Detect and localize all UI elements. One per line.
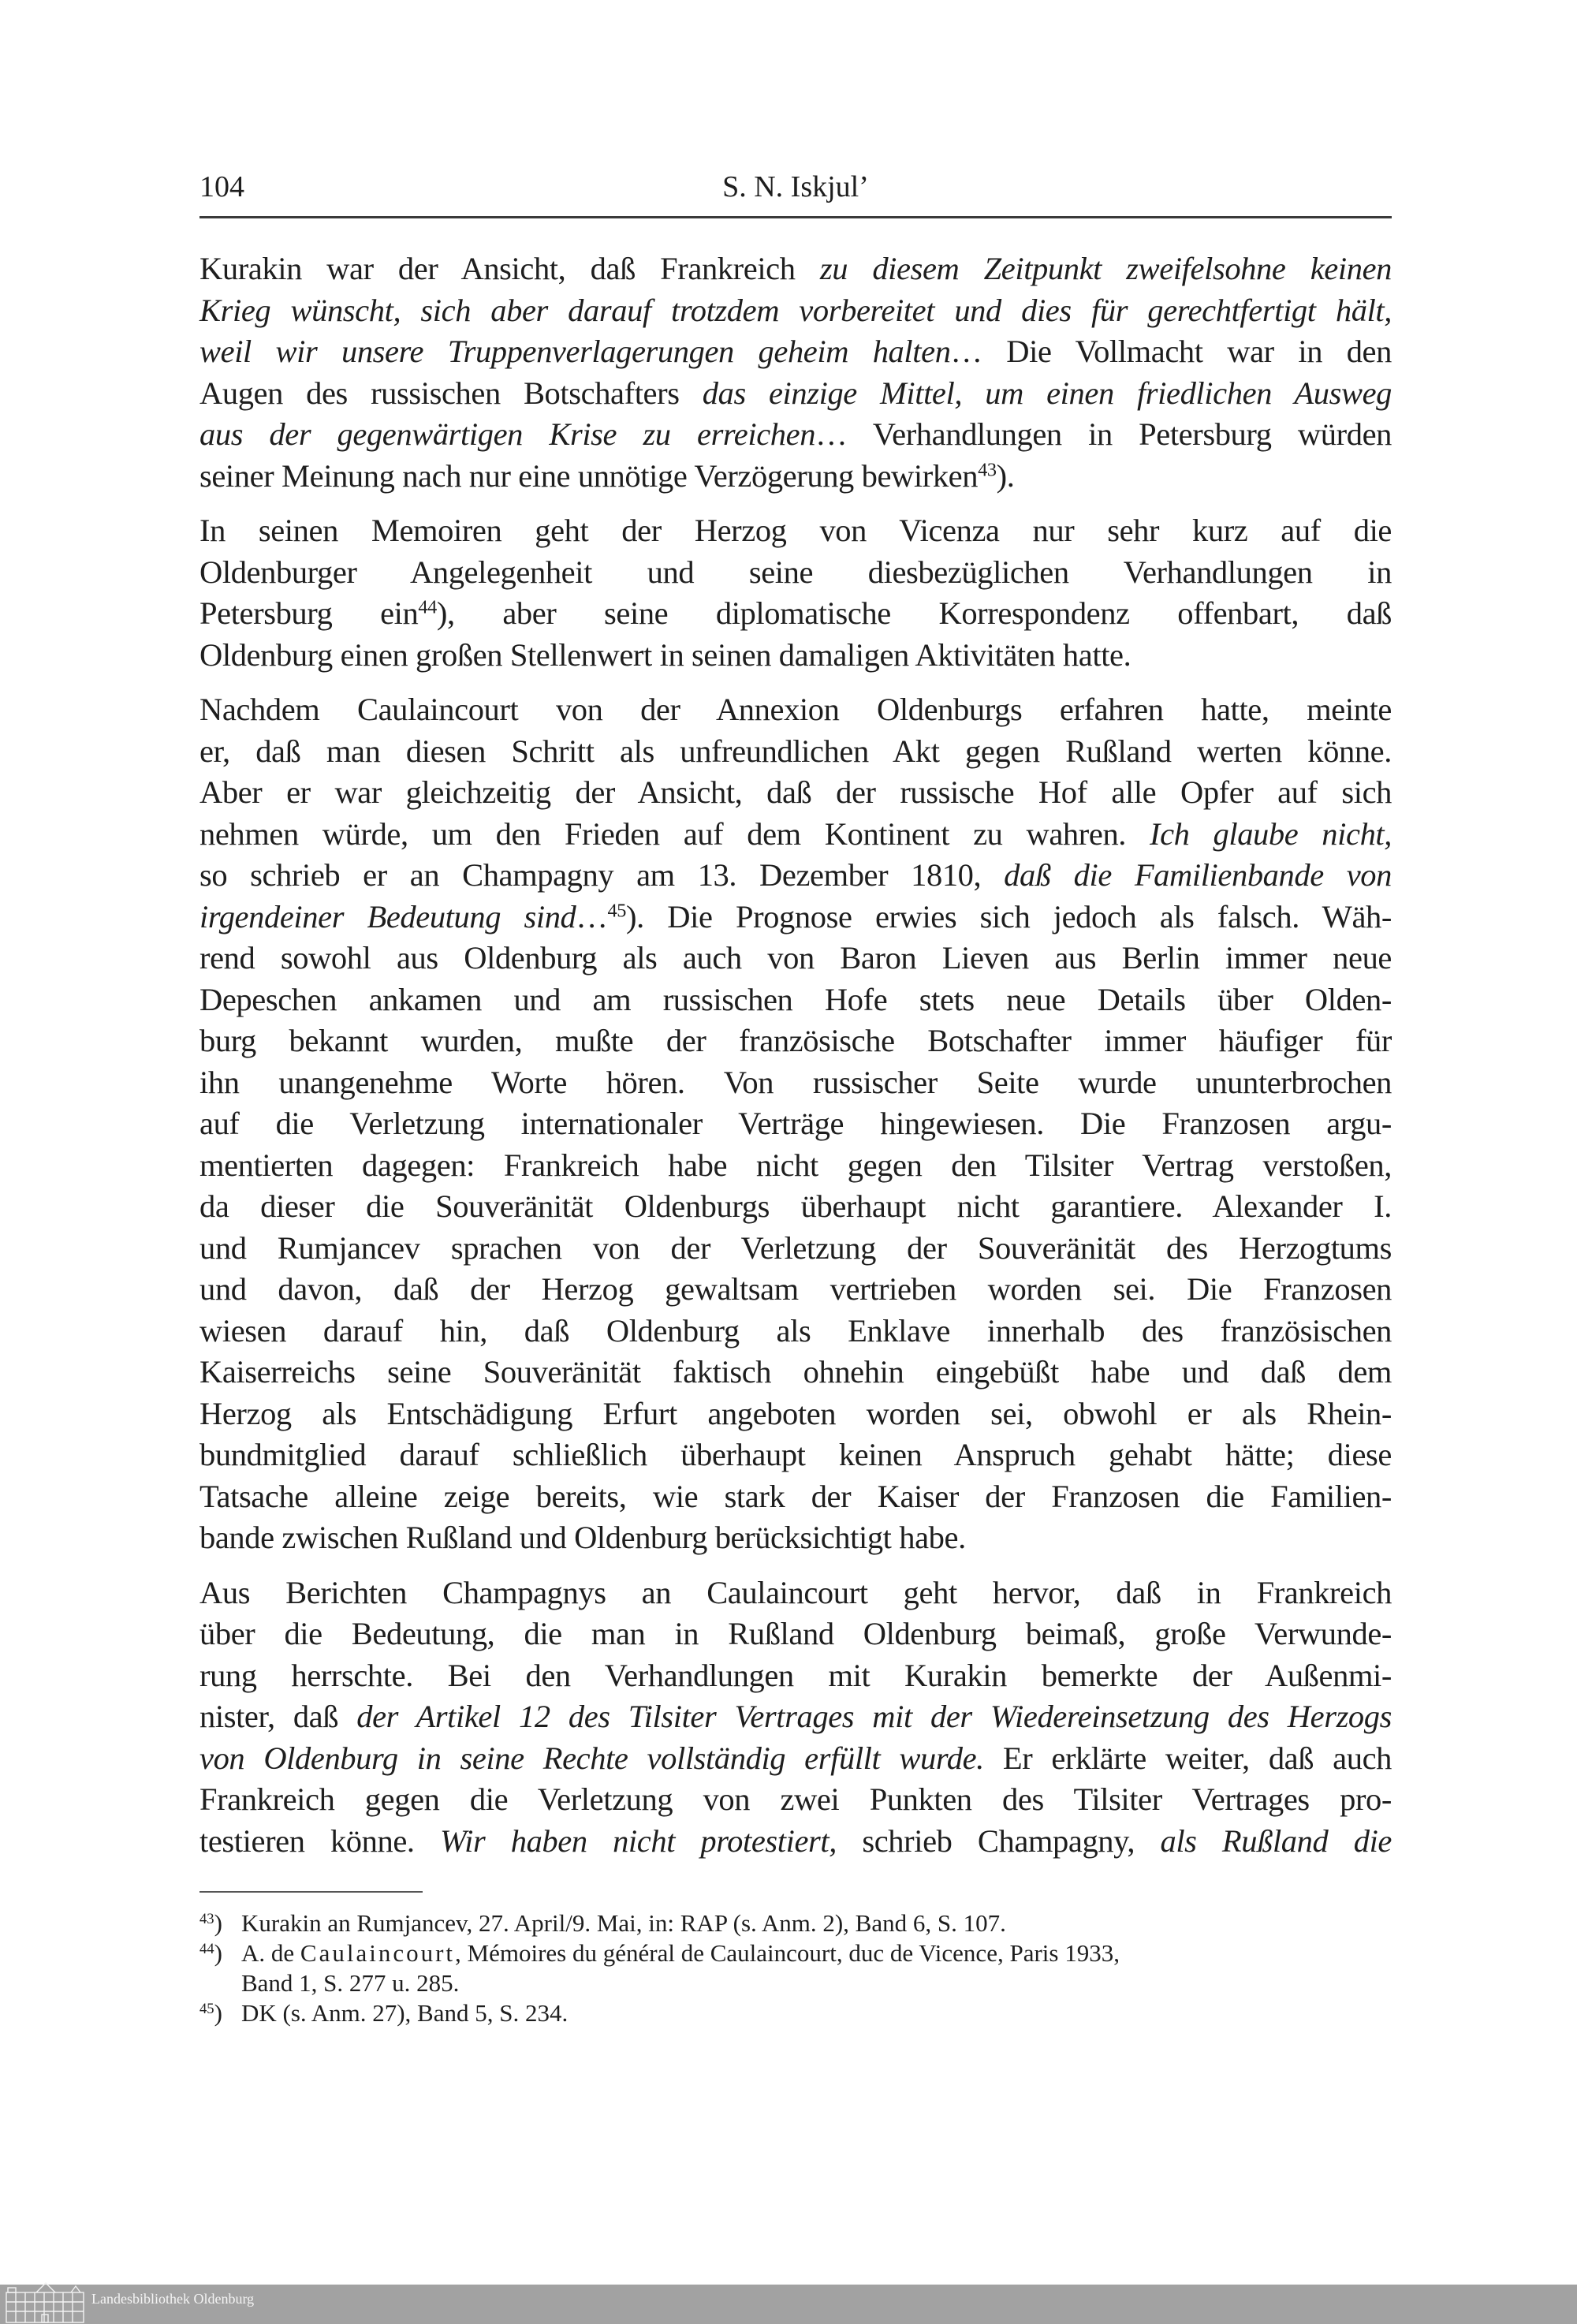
- text-line: [199, 593, 1392, 635]
- text-run: , Mémoires du général de Caulaincourt, duc de Vicence, Paris 1933,: [455, 1939, 1120, 1967]
- footnote-separator: [199, 1891, 423, 1893]
- text-line: [199, 1186, 1392, 1228]
- text-line: [199, 1821, 1392, 1863]
- running-head: [199, 167, 1392, 214]
- text-run: auf die Verletzung internationaler Verträge hingewiesen. Die Franzosen argu-: [199, 1106, 1392, 1141]
- italic-quote: aus der gegenwärtigen Krise zu erreichen: [199, 416, 816, 452]
- text-line: [199, 1228, 1392, 1270]
- footnotes: [199, 1908, 1392, 2028]
- text-line: [199, 248, 1392, 290]
- italic-quote: als Rußland die: [1160, 1822, 1392, 1859]
- text-line: [199, 1572, 1392, 1614]
- footnote-line: [241, 1938, 1392, 1968]
- italic-quote: der Artikel 12 des Tilsiter Vertrages mit der Wiedereinsetzung des Herzogs: [356, 1699, 1392, 1734]
- text-run: Caulaincourt: [300, 1939, 456, 1967]
- text-line: [199, 855, 1392, 897]
- text-line: [199, 772, 1392, 814]
- text-line: [199, 290, 1392, 332]
- text-line: [199, 1476, 1392, 1518]
- text-line: [199, 1738, 1392, 1780]
- text-run: Kurakin war der Ansicht, daß Frankreich: [199, 251, 820, 286]
- text-run: rung herrschte. Bei den Verhandlungen mit Kurakin bemerkte der Außenmi-: [199, 1657, 1392, 1693]
- paragraph: [199, 510, 1392, 676]
- page-number: 104: [199, 170, 244, 203]
- text-run: ), aber seine diplomatische Korrespondenz offenbart, daß: [436, 595, 1392, 631]
- text-line: [199, 938, 1392, 979]
- text-run: nehmen würde, um den Frieden auf dem Kontinent zu wahren.: [199, 815, 1150, 852]
- italic-quote: von Oldenburg in seine Rechte vollständig erfüllt wurde.: [199, 1740, 984, 1776]
- italic-quote: Ich glaube nicht,: [1150, 815, 1392, 852]
- italic-quote: Wir haben nicht protestiert,: [440, 1822, 837, 1859]
- text-run: Aber er war gleichzeitig der Ansicht, daß der russische Hof alle Opfer auf sich: [199, 774, 1392, 810]
- text-line: [199, 552, 1392, 594]
- text-line: [199, 1393, 1392, 1435]
- text-line: [199, 1779, 1392, 1821]
- footnote-line: [241, 1998, 1392, 2028]
- text-run: Herzog als Entschädigung Erfurt angeboten worden sei, obwohl er als Rhein-: [199, 1395, 1392, 1431]
- footnote: [199, 1938, 1392, 1998]
- footnote-number: $^{43}$): [199, 1909, 222, 1937]
- text-run: Oldenburg einen großen Stellenwert in seinen damaligen Aktivitäten hatte.: [199, 636, 1131, 673]
- text-run: er, daß man diesen Schritt als unfreundlichen Akt gegen Rußland werten könne.: [199, 733, 1392, 769]
- text-run: A. de: [241, 1939, 300, 1967]
- text-run: …: [576, 898, 608, 934]
- text-line: [199, 731, 1392, 773]
- text-line: [199, 331, 1392, 373]
- text-line: [199, 1145, 1392, 1187]
- text-run: so schrieb er an Champagny am 13. Dezember 1810,: [199, 857, 1005, 893]
- italic-quote: das einzige Mittel, um einen friedlichen Ausweg: [702, 375, 1392, 411]
- text-run: nister, daß: [199, 1699, 357, 1734]
- header-rule: [199, 216, 1392, 218]
- text-run: wiesen darauf hin, daß Oldenburg als Enklave innerhalb des französischen: [199, 1312, 1392, 1349]
- text-line: [199, 635, 1392, 677]
- italic-quote: zu diesem Zeitpunkt zweifelsohne keinen: [819, 251, 1392, 286]
- text-run: Tatsache alleine zeige bereits, wie stark der Kaiser der Franzosen die Familien-: [199, 1478, 1392, 1514]
- text-run: Kaiserreichs seine Souveränität faktisch ohnehin eingebüßt habe und daß dem: [199, 1354, 1392, 1390]
- paragraph: [199, 248, 1392, 497]
- text-run: Depeschen ankamen und am russischen Hofe stets neue Details über Olden-: [199, 981, 1392, 1017]
- running-head-author: S. N. Iskjul’: [722, 170, 869, 203]
- text-line: [199, 1311, 1392, 1352]
- text-run: über die Bedeutung, die man in Rußland Oldenburg beimaß, große Verwunde-: [199, 1616, 1392, 1651]
- text-line: [199, 1062, 1392, 1104]
- paragraph: [199, 689, 1392, 1559]
- footnote-number-value: 44: [199, 1940, 214, 1957]
- library-name: Landesbibliothek Oldenburg: [91, 2291, 255, 2307]
- footnote-line: [241, 1968, 1392, 1998]
- text-run: … Die Vollmacht war in den: [950, 334, 1392, 369]
- text-run: burg bekannt wurden, mußte der französische Botschafter immer häufiger für: [199, 1023, 1392, 1058]
- footnote-number-value: 45: [199, 2000, 214, 2017]
- text-run: Aus Berichten Champagnys an Caulaincourt geht hervor, daß in Frankreich: [199, 1574, 1392, 1610]
- italic-quote: daß die Familienbande von: [1004, 857, 1392, 893]
- footnote-number-value: 43: [199, 1910, 214, 1927]
- footnote-number: $^{44}$): [199, 1939, 222, 1967]
- text-run: bundmitglied darauf schließlich überhaupt keinen Anspruch gehabt hätte; diese: [199, 1437, 1392, 1472]
- text-line: [199, 373, 1392, 415]
- text-run: In seinen Memoiren geht der Herzog von Vicenza nur sehr kurz auf die: [199, 513, 1392, 548]
- text-line: [199, 979, 1392, 1021]
- footnote-reference: 45: [607, 900, 627, 922]
- text-run: Nachdem Caulaincourt von der Annexion Oldenburgs erfahren hatte, meinte: [199, 692, 1392, 727]
- italic-quote: weil wir unsere Truppenverlagerungen geheim halten: [199, 334, 951, 369]
- text-run: schrieb Champagny,: [836, 1822, 1161, 1859]
- text-run: ihn unangenehme Worte hören. Von russischer Seite wurde ununterbrochen: [199, 1064, 1392, 1100]
- text-line: [199, 689, 1392, 731]
- text-line: [199, 897, 1392, 938]
- text-line: [199, 1655, 1392, 1697]
- text-run: Band 1, S. 277 u. 285.: [241, 1969, 460, 1997]
- text-run: Er erklärte weiter, daß auch: [983, 1740, 1392, 1776]
- text-run: bande zwischen Rußland und Oldenburg berücksichtigt habe.: [199, 1520, 966, 1555]
- text-line: [199, 456, 1392, 498]
- footnote-number: $^{45}$): [199, 1999, 222, 2027]
- text-run: Kurakin an Rumjancev, 27. April/9. Mai, in: RAP (s. Anm. 2), Band 6, S. 107.: [241, 1909, 1006, 1937]
- text-run: … Verhandlungen in Petersburg würden: [815, 416, 1392, 452]
- italic-quote: Krieg wünscht, sich aber darauf trotzdem vorbereitet und dies für gerechtfertigt hält,: [199, 292, 1392, 328]
- text-line: [199, 1103, 1392, 1145]
- footnote: [199, 1998, 1392, 2028]
- text-line: [199, 1613, 1392, 1655]
- text-line: [199, 1517, 1392, 1559]
- text-line: [199, 814, 1392, 856]
- text-run: Oldenburger Angelegenheit und seine diesbezüglichen Verhandlungen in: [199, 554, 1392, 590]
- text-line: [199, 1269, 1392, 1311]
- italic-quote: irgendeiner Bedeutung sind: [199, 898, 576, 934]
- text-run: Petersburg ein: [199, 595, 419, 631]
- text-run: und davon, daß der Herzog gewaltsam vertrieben worden sei. Die Franzosen: [199, 1271, 1392, 1307]
- body-text: [199, 248, 1392, 1875]
- footnote-line: [241, 1908, 1392, 1938]
- text-run: DK (s. Anm. 27), Band 5, S. 234.: [241, 1999, 569, 2027]
- text-run: seiner Meinung nach nur eine unnötige Verzögerung bewirken: [199, 457, 979, 494]
- text-run: testieren könne.: [199, 1822, 441, 1859]
- text-run: ).: [996, 457, 1015, 494]
- text-run: rend sowohl aus Oldenburg als auch von Baron Lieven aus Berlin immer neue: [199, 940, 1392, 975]
- footnote-reference: 43: [978, 459, 997, 481]
- text-run: ). Die Prognose erwies sich jedoch als falsch. Wäh-: [626, 898, 1392, 934]
- paragraph: [199, 1572, 1392, 1863]
- footnote-reference: 44: [418, 596, 437, 618]
- text-run: da dieser die Souveränität Oldenburgs überhaupt nicht garantiere. Alexander I.: [199, 1188, 1392, 1224]
- text-line: [199, 1352, 1392, 1393]
- footnote: [199, 1908, 1392, 1938]
- text-run: und Rumjancev sprachen von der Verletzung der Souveränität des Herzogtums: [199, 1229, 1392, 1266]
- text-run: mentierten dagegen: Frankreich habe nicht gegen den Tilsiter Vertrag verstoßen,: [199, 1147, 1392, 1183]
- text-run: Augen des russischen Botschafters: [199, 375, 703, 411]
- text-run: Frankreich gegen die Verletzung von zwei Punkten des Tilsiter Vertrages pro-: [199, 1781, 1392, 1817]
- library-building-icon: [5, 2281, 87, 2324]
- text-line: [199, 1434, 1392, 1476]
- text-line: [199, 1020, 1392, 1062]
- text-line: [199, 1696, 1392, 1738]
- text-line: [199, 414, 1392, 456]
- text-line: [199, 510, 1392, 552]
